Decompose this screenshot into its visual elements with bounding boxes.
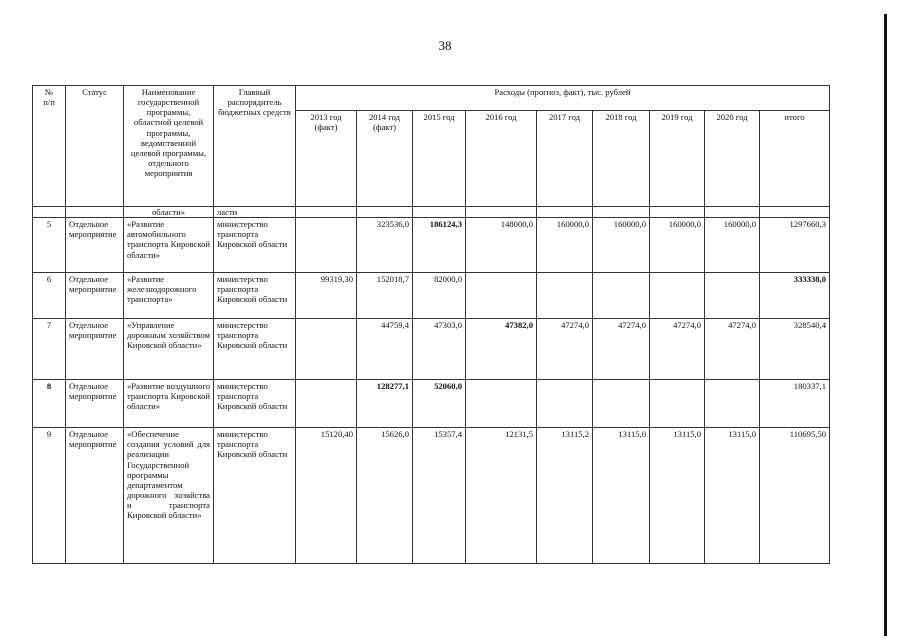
carry-name: области» <box>124 207 214 218</box>
row-value <box>537 273 593 319</box>
row-value <box>650 380 705 428</box>
table-row <box>33 428 830 564</box>
row-value: 148000,0 <box>466 218 537 273</box>
row-name: «Обеспечение создания условий для реализации Государственной программы департаментом дорожного хозяйства и транспорта Кировской области» <box>124 428 214 564</box>
row-total: 328540,4 <box>760 319 830 380</box>
header-year: 2020 год <box>705 111 760 207</box>
row-value: 47274,0 <box>705 319 760 380</box>
row-value: 47274,0 <box>537 319 593 380</box>
row-value: 47303,0 <box>413 319 466 380</box>
carry-cell <box>296 207 357 218</box>
table-row <box>33 380 830 428</box>
header-year: 2014 год (факт) <box>357 111 413 207</box>
row-status: Отдельное мероприятие <box>66 319 124 380</box>
header-year: 2019 год <box>650 111 705 207</box>
row-value <box>650 273 705 319</box>
row-value <box>705 273 760 319</box>
carry-cell <box>357 207 413 218</box>
header-year: 2016 год <box>466 111 537 207</box>
row-manager: министерство транспорта Кировской области <box>214 273 296 319</box>
row-value <box>296 319 357 380</box>
header-name: Наименование государственной программы, областной целевой программы, ведомственной целевой программы, отдельного мероприятия <box>124 86 214 207</box>
row-name: «Развитие воздушного транспорта Кировской области» <box>124 380 214 428</box>
row-value: 160000,0 <box>705 218 760 273</box>
row-value: 15120,40 <box>296 428 357 564</box>
carry-manager: ласти <box>214 207 296 218</box>
table-row <box>33 273 830 319</box>
row-value <box>296 218 357 273</box>
row-manager: министерство транспорта Кировской области <box>214 428 296 564</box>
row-manager: министерство транспорта Кировской области <box>214 380 296 428</box>
row-status: Отдельное мероприятие <box>66 273 124 319</box>
row-value: 47274,0 <box>650 319 705 380</box>
row-status: Отдельное мероприятие <box>66 380 124 428</box>
header-manager: Главный распорядитель бюджетных средств <box>214 86 296 207</box>
row-name: «Управление дорожным хозяйством Кировской области» <box>124 319 214 380</box>
header-year: 2017 год <box>537 111 593 207</box>
row-value: 47274,0 <box>593 319 650 380</box>
table-body <box>33 207 830 564</box>
header-total: итого <box>760 111 830 207</box>
row-value <box>537 380 593 428</box>
carry-cell <box>413 207 466 218</box>
row-value: 128277,1 <box>357 380 413 428</box>
row-number: 7 <box>33 319 66 380</box>
carry-cell <box>593 207 650 218</box>
row-number: 8 <box>33 380 66 428</box>
row-value <box>466 273 537 319</box>
header-num: № п/п <box>33 86 66 207</box>
row-total: 333338,0 <box>760 273 830 319</box>
carry-cell <box>33 207 66 218</box>
budget-table <box>32 85 830 564</box>
carry-over-row <box>33 207 830 218</box>
row-value: 15357,4 <box>413 428 466 564</box>
row-value: 13115,0 <box>650 428 705 564</box>
row-number: 6 <box>33 273 66 319</box>
page-number: 38 <box>438 38 452 53</box>
page-edge-line <box>884 14 887 636</box>
header-year: 2013 год (факт) <box>296 111 357 207</box>
carry-cell <box>537 207 593 218</box>
row-value: 44759,4 <box>357 319 413 380</box>
header-status: Статус <box>66 86 124 207</box>
row-number: 5 <box>33 218 66 273</box>
row-value: 160000,0 <box>537 218 593 273</box>
row-total: 1297660,3 <box>760 218 830 273</box>
carry-cell <box>760 207 830 218</box>
row-value: 99319,30 <box>296 273 357 319</box>
row-value <box>593 380 650 428</box>
row-value: 186124,3 <box>413 218 466 273</box>
row-manager: министерство транспорта Кировской области <box>214 319 296 380</box>
row-value <box>296 380 357 428</box>
row-status: Отдельное мероприятие <box>66 218 124 273</box>
row-value: 323536,0 <box>357 218 413 273</box>
table-row <box>33 319 830 380</box>
row-value: 13115,2 <box>537 428 593 564</box>
row-value: 52060,0 <box>413 380 466 428</box>
row-value <box>705 380 760 428</box>
row-name: «Развитие автомобильного транспорта Кировской области» <box>124 218 214 273</box>
table-row <box>33 218 830 273</box>
carry-cell <box>66 207 124 218</box>
row-value: 13115,0 <box>593 428 650 564</box>
row-total: 180337,1 <box>760 380 830 428</box>
header-year: 2018 год <box>593 111 650 207</box>
row-value: 160000,0 <box>593 218 650 273</box>
row-value: 47382,0 <box>466 319 537 380</box>
row-value <box>593 273 650 319</box>
row-value: 152018,7 <box>357 273 413 319</box>
row-value <box>466 380 537 428</box>
row-value: 160000,0 <box>650 218 705 273</box>
carry-cell <box>705 207 760 218</box>
row-manager: министерство транспорта Кировской области <box>214 218 296 273</box>
header-expenses: Расходы (прогноз, факт), тыс. рублей <box>296 86 830 111</box>
row-status: Отдельное мероприятие <box>66 428 124 564</box>
carry-cell <box>466 207 537 218</box>
row-value: 13115,0 <box>705 428 760 564</box>
row-total: 110695,50 <box>760 428 830 564</box>
carry-cell <box>650 207 705 218</box>
header-year: 2015 год <box>413 111 466 207</box>
row-number: 9 <box>33 428 66 564</box>
row-value: 12131,5 <box>466 428 537 564</box>
row-name: «Развитие железнодорожного транспорта» <box>124 273 214 319</box>
row-value: 15626,0 <box>357 428 413 564</box>
row-value: 82000,0 <box>413 273 466 319</box>
